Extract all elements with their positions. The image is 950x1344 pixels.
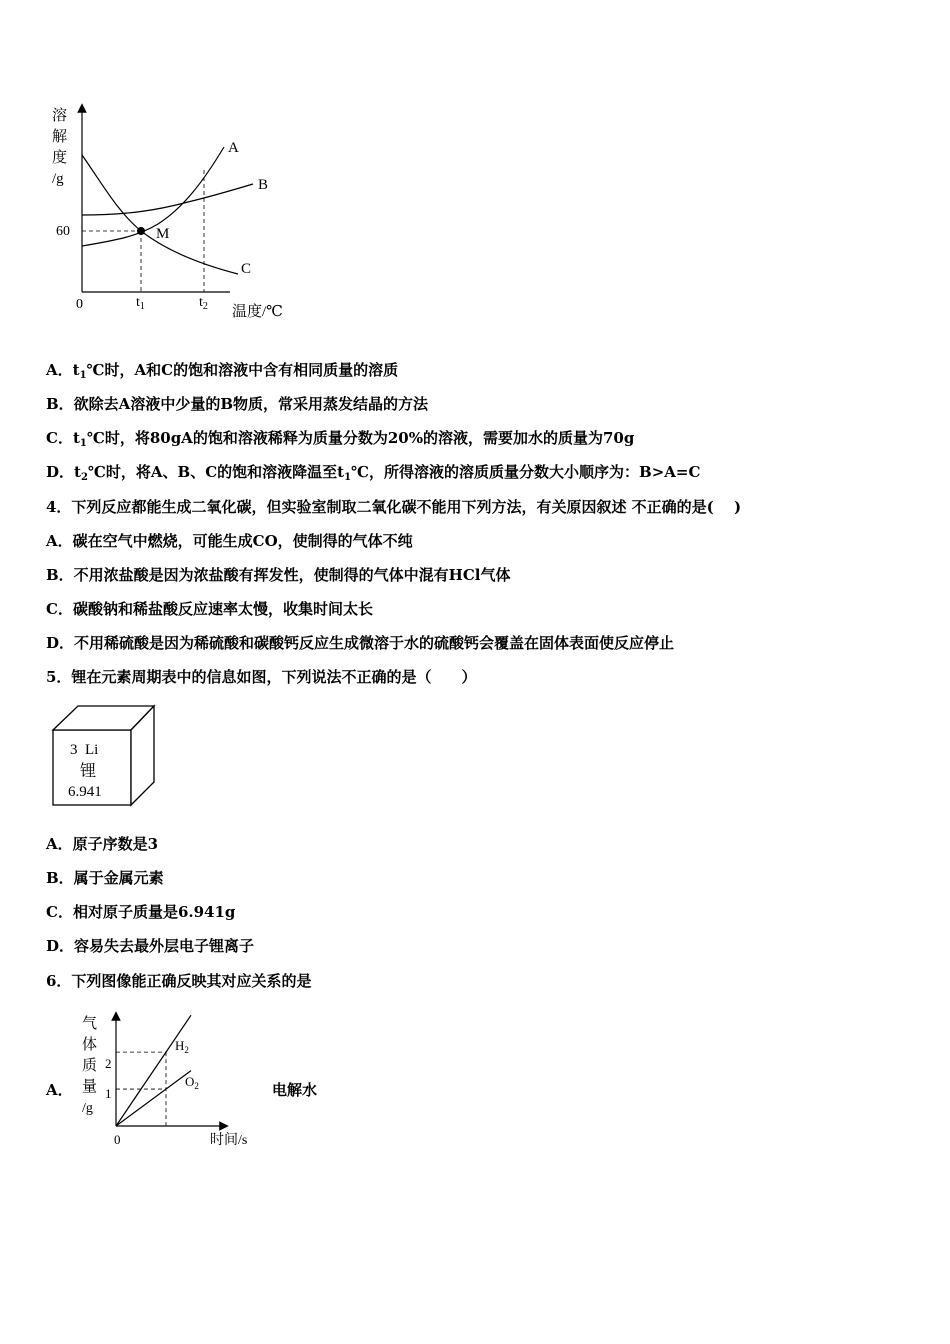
q5-option-b: B．属于金属元素 <box>46 869 164 887</box>
solubility-chart <box>48 100 308 325</box>
y-label-3: 度 <box>52 150 68 166</box>
q3-option-b: B．欲除去A溶液中少量的B物质，常采用蒸发结晶的方法 <box>46 395 428 413</box>
y-label-1: 溶 <box>52 108 68 124</box>
q4-option-c: C．碳酸钠和稀盐酸反应速率太慢，收集时间太长 <box>46 600 373 618</box>
o2-label: $O_2$ <box>185 1074 199 1091</box>
q5-stem: 5．锂在元素周期表中的信息如图，下列说法不正确的是（ ） <box>46 668 477 686</box>
e-y-tick-2: 2 <box>105 1056 112 1071</box>
q4-stem: 4．下列反应都能生成二氧化碳，但实验室制取二氧化碳不能用下列方法，有关原因叙述 不正确的是( ) <box>46 498 742 516</box>
t1-label: $t_1$ <box>136 295 145 312</box>
q6-option-a-text: 电解水 <box>272 1081 318 1099</box>
electrolysis-chart <box>78 1008 268 1153</box>
e-x-label: 时间/s <box>210 1133 248 1148</box>
element-name: 锂 <box>80 763 97 780</box>
point-m-label: M <box>156 226 170 242</box>
curve-b <box>82 184 253 215</box>
y-tick-60: 60 <box>56 224 70 239</box>
e-y-tick-1: 1 <box>105 1086 112 1101</box>
curve-c-label: C <box>241 261 252 277</box>
q5-option-c: C．相对原子质量是6.941g <box>46 903 236 921</box>
q5-option-d: D．容易失去最外层电子锂离子 <box>46 937 255 955</box>
x-axis-label: 温度/℃ <box>232 304 283 320</box>
e-y-label-5: /g <box>82 1101 93 1116</box>
e-y-label-1: 气 <box>82 1016 98 1032</box>
q4-option-b: B．不用浓盐酸是因为浓盐酸有挥发性，使制得的气体中混有HCl气体 <box>46 566 511 584</box>
curve-b-label: B <box>258 177 269 193</box>
y-label-4: /g <box>52 171 64 187</box>
curve-a-label: A <box>228 140 239 156</box>
h2-series-line <box>116 1015 191 1126</box>
t2-label: $t_2$ <box>199 295 208 312</box>
q6-stem: 6．下列图像能正确反映其对应关系的是 <box>46 972 312 990</box>
element-number-symbol: 3 Li <box>70 742 99 758</box>
element-mass: 6.941 <box>68 784 102 800</box>
point-m <box>137 227 145 235</box>
q3-option-a: A．$t_1℃$时，A和C的饱和溶液中含有相同质量的溶质 <box>46 361 399 381</box>
origin-label: 0 <box>76 297 83 312</box>
y-label-2: 解 <box>52 129 68 145</box>
e-y-label-4: 量 <box>82 1079 98 1095</box>
o2-series-line <box>116 1071 191 1126</box>
e-y-label-3: 质 <box>82 1058 98 1074</box>
e-origin: 0 <box>114 1132 121 1147</box>
q4-option-a: A．碳在空气中燃烧，可能生成CO，使制得的气体不纯 <box>46 532 413 550</box>
element-cell-lithium <box>50 702 160 810</box>
q5-option-a: A．原子序数是3 <box>46 835 159 853</box>
q3-option-c: C．$t_1℃$时，将80gA的饱和溶液稀释为质量分数为20%的溶液，需要加水的质量为70g <box>46 429 635 449</box>
q6-option-a-label: A． <box>46 1081 73 1099</box>
h2-label: $H_2$ <box>175 1038 189 1055</box>
q3-option-d: D．$t_2℃$时，将A、B、C的饱和溶液降温至$t_1℃$，所得溶液的溶质质量分数大小顺序为：B>A=C <box>46 463 701 483</box>
e-y-label-2: 体 <box>82 1037 98 1053</box>
q4-option-d: D．不用稀硫酸是因为稀硫酸和碳酸钙反应生成微溶于水的硫酸钙会覆盖在固体表面使反应停止 <box>46 634 675 652</box>
